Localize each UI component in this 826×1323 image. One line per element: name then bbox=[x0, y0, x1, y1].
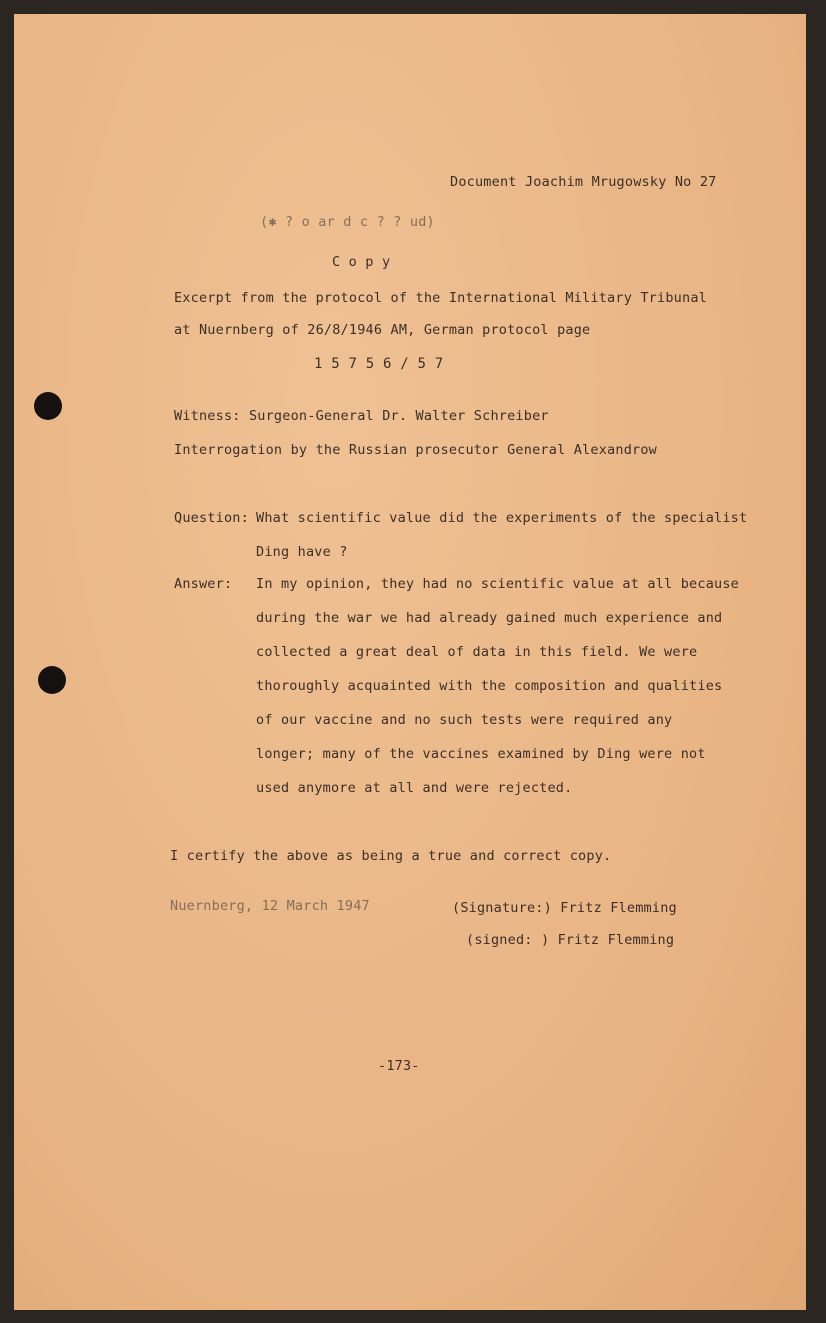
page-number: -173- bbox=[378, 1058, 420, 1074]
document-number: Document Joachim Mrugowsky No 27 bbox=[450, 174, 717, 190]
question-label: Question: bbox=[174, 510, 249, 526]
page-reference: 1 5 7 5 6 / 5 7 bbox=[314, 356, 444, 372]
excerpt-line-1: Excerpt from the protocol of the International Military Tribunal bbox=[174, 290, 707, 306]
question-line-2: Ding have ? bbox=[256, 544, 348, 560]
answer-label: Answer: bbox=[174, 576, 233, 592]
answer-line: used anymore at all and were rejected. bbox=[256, 780, 573, 796]
answer-line: longer; many of the vaccines examined by Ding were not bbox=[256, 746, 706, 762]
document-page bbox=[14, 14, 806, 1310]
answer-line: In my opinion, they had no scientific value at all because bbox=[256, 576, 740, 592]
answer-line: of our vaccine and no such tests were required any bbox=[256, 712, 673, 728]
answer-line: thoroughly acquainted with the composition and qualities bbox=[256, 678, 723, 694]
garbled-line: (✱ ? o ar d c ? ? ud) bbox=[260, 214, 435, 230]
witness-line: Witness: Surgeon-General Dr. Walter Schreiber bbox=[174, 408, 549, 424]
excerpt-line-2: at Nuernberg of 26/8/1946 AM, German protocol page bbox=[174, 322, 591, 338]
punch-hole-top bbox=[34, 392, 62, 420]
interrogation-line: Interrogation by the Russian prosecutor General Alexandrow bbox=[174, 442, 658, 458]
copy-label: C o p y bbox=[332, 254, 391, 270]
answer-line: during the war we had already gained much experience and bbox=[256, 610, 723, 626]
certification-line: I certify the above as being a true and correct copy. bbox=[170, 848, 612, 864]
answer-line: collected a great deal of data in this field. We were bbox=[256, 644, 698, 660]
question-line-1: What scientific value did the experiments of the specialist bbox=[256, 510, 748, 526]
punch-hole-bottom bbox=[38, 666, 66, 694]
signature-line-1: (Signature:) Fritz Flemming bbox=[452, 900, 677, 916]
place-date: Nuernberg, 12 March 1947 bbox=[170, 898, 370, 914]
signature-line-2: (signed: ) Fritz Flemming bbox=[466, 932, 675, 948]
